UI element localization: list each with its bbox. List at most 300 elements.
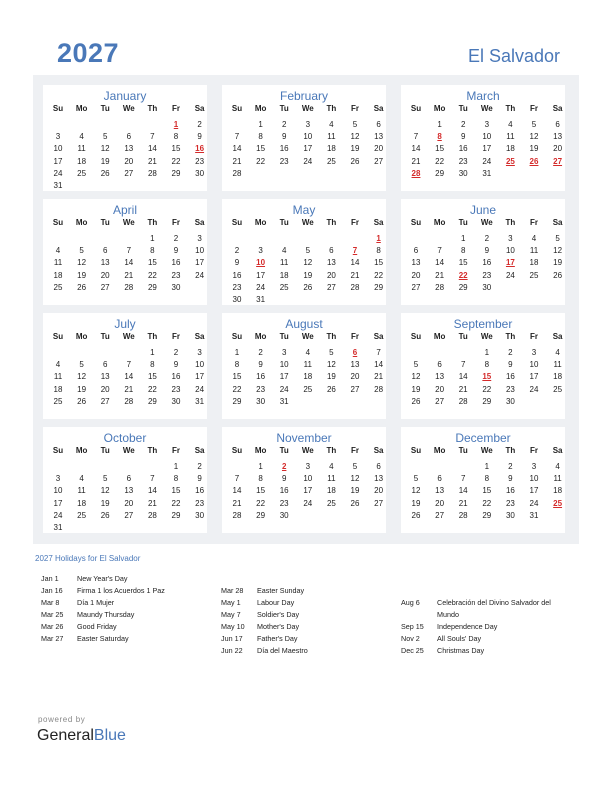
day-cell: 22 [232,384,242,394]
weekday-header: Th [505,332,516,341]
day-cell: 17 [529,372,539,382]
day-cell: 5 [305,246,311,256]
day-cell: 27 [100,396,110,406]
day-cell: 18 [77,498,87,508]
weekday-header: Su [52,104,64,113]
month-name: February [279,89,329,103]
day-cell: 1 [484,348,490,357]
holiday-name: Christmas Day [437,646,485,655]
holiday-day: 22 [458,270,468,280]
holiday-name: New Year's Day [77,574,128,583]
weekday-header: Fr [351,218,359,227]
day-cell: 8 [234,360,240,370]
day-cell: 11 [529,246,539,256]
powered-by-label: powered by [38,715,86,724]
day-cell: 18 [53,384,63,394]
day-cell: 28 [458,510,468,520]
day-cell: 10 [482,132,492,142]
day-cell: 1 [460,234,466,243]
day-cell: 19 [553,258,563,268]
country-title: El Salvador [467,46,560,66]
day-cell: 5 [102,474,108,484]
day-cell: 10 [529,474,539,484]
day-cell: 12 [100,144,110,154]
holiday-name: Día del Maestro [257,646,308,655]
holiday-day: 15 [482,372,492,382]
month-january [43,85,207,191]
holiday-date: Mar 26 [41,622,64,631]
day-cell: 11 [280,258,289,268]
day-cell: 27 [435,510,445,520]
day-cell: 23 [482,270,492,280]
day-cell: 16 [232,270,242,280]
weekday-header: Tu [279,332,289,341]
day-cell: 1 [258,120,263,129]
day-cell: 16 [279,144,289,154]
weekday-header: Tu [279,218,289,227]
day-cell: 2 [197,120,202,129]
day-cell: 24 [505,270,515,280]
holiday-name: All Souls' Day [437,634,482,643]
day-cell: 5 [79,246,84,256]
holiday-item [221,610,299,619]
day-cell: 12 [77,372,87,382]
day-cell: 10 [303,132,313,142]
day-cell: 30 [195,510,205,520]
day-cell: 24 [256,282,266,292]
day-cell: 17 [195,372,205,382]
day-cell: 20 [435,384,445,394]
day-cell: 8 [258,474,263,484]
day-cell: 3 [55,132,61,142]
day-cell: 10 [53,144,63,154]
day-cell: 27 [124,168,134,178]
day-cell: 18 [553,372,563,382]
day-cell: 31 [529,510,539,520]
day-cell: 29 [147,396,157,406]
day-cell: 9 [173,360,179,370]
month-name: October [103,431,147,445]
day-cell: 16 [505,486,515,496]
day-cell: 26 [100,168,110,178]
day-cell: 27 [100,282,110,292]
month-name: June [469,203,497,217]
day-cell: 4 [281,246,287,256]
day-cell: 13 [374,474,384,484]
weekday-header: Mo [433,104,446,113]
weekday-header: We [480,332,493,341]
day-cell: 2 [508,348,513,357]
day-cell: 8 [150,360,155,370]
day-cell: 7 [413,132,419,142]
weekday-header: We [480,446,493,455]
weekday-header: Su [52,446,64,455]
day-cell: 17 [529,486,539,496]
holiday-name: Firma 1 los Acuerdos 1 Paz [77,586,165,595]
holiday-item [401,622,497,631]
day-cell: 30 [458,168,468,178]
day-cell: 13 [411,258,421,268]
weekday-header: Th [505,446,516,455]
weekday-header: Fr [530,446,538,455]
day-cell: 7 [150,474,155,484]
weekday-header: Th [326,332,337,341]
day-cell: 22 [256,498,266,508]
day-cell: 12 [350,132,360,142]
weekday-header: Su [231,332,243,341]
weekday-header: Fr [530,332,538,341]
weekday-header: Fr [172,332,180,341]
weekday-header: Su [410,446,422,455]
day-cell: 6 [126,474,132,484]
weekday-header: Th [147,104,158,113]
day-cell: 6 [329,246,334,256]
day-cell: 4 [329,462,334,471]
weekday-header: Tu [100,332,110,341]
day-cell: 11 [303,360,312,370]
holiday-name: Celebración del Divino Salvador del [437,598,551,607]
weekday-header: We [122,446,135,455]
day-cell: 3 [197,348,202,357]
day-cell: 8 [150,246,155,256]
day-cell: 12 [411,486,421,496]
holiday-name: Mundo [437,610,459,619]
day-cell: 25 [553,384,563,394]
day-cell: 10 [529,360,539,370]
day-cell: 5 [531,120,537,129]
day-cell: 2 [258,348,263,357]
holiday-day: 7 [352,246,358,256]
day-cell: 29 [482,396,492,406]
day-cell: 6 [437,360,442,370]
day-cell: 28 [435,282,445,292]
day-cell: 20 [100,384,110,394]
weekday-header: Tu [458,218,468,227]
holiday-name: Easter Sunday [257,586,305,595]
day-cell: 19 [100,498,110,508]
day-cell: 11 [553,474,562,484]
day-cell: 19 [326,372,336,382]
weekday-header: Sa [373,218,384,227]
day-cell: 30 [171,282,181,292]
day-cell: 24 [303,498,313,508]
holiday-name: Mother's Day [257,622,300,631]
day-cell: 1 [150,348,155,357]
day-cell: 18 [553,486,563,496]
day-cell: 3 [305,462,311,471]
day-cell: 14 [232,486,242,496]
day-cell: 1 [437,120,442,129]
weekday-header: Mo [433,332,446,341]
day-cell: 8 [173,132,179,142]
day-cell: 13 [374,132,384,142]
day-cell: 23 [195,498,205,508]
day-cell: 4 [305,348,311,357]
day-cell: 4 [55,246,61,256]
day-cell: 28 [374,384,384,394]
day-cell: 26 [411,396,421,406]
day-cell: 21 [458,384,468,394]
day-cell: 13 [435,372,445,382]
day-cell: 13 [100,258,110,268]
day-cell: 12 [100,486,110,496]
weekday-header: Tu [458,446,468,455]
day-cell: 24 [53,510,63,520]
day-cell: 25 [77,168,87,178]
day-cell: 6 [437,474,442,484]
day-cell: 28 [350,282,360,292]
day-cell: 15 [171,486,181,496]
weekday-header: We [122,332,135,341]
day-cell: 23 [256,384,266,394]
day-cell: 22 [482,498,492,508]
weekday-header: Mo [254,104,267,113]
day-cell: 4 [531,234,537,243]
day-cell: 8 [258,132,263,142]
day-cell: 5 [413,474,419,484]
holiday-date: May 7 [221,610,241,619]
day-cell: 31 [279,396,289,406]
day-cell: 21 [232,498,242,508]
weekday-header: Fr [530,104,538,113]
day-cell: 2 [173,234,179,243]
holiday-date: Sep 15 [401,622,424,631]
holiday-item [401,598,551,607]
day-cell: 27 [350,384,360,394]
day-cell: 28 [147,510,157,520]
holiday-day: 27 [553,156,563,166]
day-cell: 9 [281,132,287,142]
holiday-day: 6 [352,348,358,357]
day-cell: 21 [374,372,384,382]
day-cell: 8 [484,360,490,370]
day-cell: 4 [55,360,61,370]
day-cell: 12 [553,246,563,256]
day-cell: 3 [508,234,513,243]
holiday-day: 1 [173,120,179,129]
brand-logo [37,727,126,745]
day-cell: 8 [173,474,179,484]
weekday-header: Fr [351,446,359,455]
day-cell: 27 [435,396,445,406]
day-cell: 18 [505,144,515,154]
day-cell: 12 [303,258,313,268]
day-cell: 24 [195,384,205,394]
day-cell: 13 [124,144,134,154]
holiday-date: Mar 25 [41,610,64,619]
day-cell: 4 [508,120,513,129]
holiday-day: 10 [256,258,266,268]
weekday-header: Sa [373,446,384,455]
weekday-header: Fr [530,218,538,227]
holiday-date: Mar 27 [41,634,64,643]
weekday-header: Sa [552,446,563,455]
month-name: March [466,89,500,103]
month-december [401,427,565,533]
day-cell: 22 [482,384,492,394]
holiday-day: 25 [505,156,515,166]
day-cell: 30 [505,396,515,406]
day-cell: 31 [53,523,63,532]
day-cell: 23 [279,156,289,166]
holiday-item [401,610,459,619]
day-cell: 10 [53,486,63,496]
day-cell: 11 [53,372,63,382]
month-july [43,313,207,419]
day-cell: 17 [256,270,266,280]
holiday-day: 8 [437,132,442,142]
weekday-header: Fr [172,446,180,455]
day-cell: 2 [197,462,202,471]
day-cell: 17 [303,486,313,496]
day-cell: 25 [326,498,336,508]
day-cell: 7 [460,360,466,370]
day-cell: 20 [435,498,445,508]
weekday-header: We [301,104,314,113]
day-cell: 24 [303,156,313,166]
weekday-header: Fr [351,104,359,113]
day-cell: 12 [529,132,539,142]
day-cell: 31 [195,396,205,406]
day-cell: 5 [413,360,419,370]
day-cell: 23 [458,156,468,166]
weekday-header: Su [231,446,243,455]
day-cell: 7 [150,132,155,142]
holiday-item [221,598,294,607]
brand-blue: Blue [93,727,126,744]
day-cell: 15 [256,144,266,154]
month-name: May [292,203,316,217]
day-cell: 26 [553,270,563,280]
day-cell: 17 [303,144,313,154]
holiday-date: Aug 6 [401,598,420,607]
day-cell: 3 [484,120,490,129]
holiday-name: Independence Day [437,622,498,631]
day-cell: 11 [327,474,336,484]
weekday-header: We [122,218,135,227]
day-cell: 16 [279,486,289,496]
day-cell: 24 [53,168,63,178]
day-cell: 27 [411,282,421,292]
day-cell: 15 [374,258,384,268]
weekday-header: Th [147,218,158,227]
weekday-header: Su [52,332,64,341]
day-cell: 21 [350,270,360,280]
weekday-header: Su [410,104,422,113]
day-cell: 7 [234,474,240,484]
day-cell: 19 [77,270,87,280]
month-october [43,427,207,533]
day-cell: 6 [555,120,560,129]
day-cell: 23 [279,498,289,508]
weekday-header: We [301,218,314,227]
day-cell: 10 [505,246,515,256]
day-cell: 20 [350,372,360,382]
day-cell: 7 [437,246,442,256]
weekday-header: Su [231,104,243,113]
day-cell: 31 [482,168,492,178]
holiday-day: 28 [411,168,421,178]
day-cell: 16 [256,372,266,382]
day-cell: 10 [195,246,205,256]
day-cell: 11 [327,132,336,142]
weekday-header: Th [147,446,158,455]
day-cell: 23 [171,270,181,280]
day-cell: 13 [124,486,134,496]
day-cell: 5 [352,462,358,471]
day-cell: 27 [326,282,336,292]
holiday-date: Nov 2 [401,634,420,643]
day-cell: 18 [53,270,63,280]
day-cell: 5 [79,360,84,370]
weekday-header: Tu [279,446,289,455]
month-august [222,313,386,419]
day-cell: 15 [435,144,445,154]
weekday-header: Tu [100,446,110,455]
day-cell: 14 [147,144,157,154]
month-name: August [285,317,323,331]
day-cell: 14 [124,258,134,268]
day-cell: 26 [303,282,313,292]
month-name: September [453,317,513,331]
holiday-item [401,646,484,655]
weekday-header: Su [410,218,422,227]
day-cell: 11 [506,132,515,142]
weekday-header: We [301,446,314,455]
day-cell: 21 [232,156,242,166]
day-cell: 30 [171,396,181,406]
weekday-header: Mo [254,218,267,227]
day-cell: 15 [256,486,266,496]
day-cell: 28 [147,168,157,178]
holiday-item [41,610,134,619]
day-cell: 14 [435,258,445,268]
day-cell: 29 [482,510,492,520]
holiday-day: 26 [529,156,539,166]
day-cell: 1 [258,462,263,471]
day-cell: 20 [374,144,384,154]
day-cell: 16 [171,258,181,268]
day-cell: 21 [147,156,157,166]
day-cell: 19 [350,144,360,154]
day-cell: 2 [281,120,287,129]
day-cell: 14 [124,372,134,382]
day-cell: 6 [102,246,108,256]
holiday-item [401,634,481,643]
weekday-header: We [122,104,135,113]
day-cell: 23 [505,498,515,508]
holiday-date: May 1 [221,598,241,607]
day-cell: 30 [195,168,205,178]
day-cell: 1 [173,462,179,471]
holiday-name: Father's Day [257,634,298,643]
day-cell: 14 [350,258,360,268]
day-cell: 2 [460,120,466,129]
day-cell: 26 [350,498,360,508]
day-cell: 14 [458,486,468,496]
month-name: July [114,317,136,331]
holiday-item [41,574,128,583]
weekday-header: Sa [373,104,384,113]
day-cell: 14 [458,372,468,382]
brand-general: General [37,727,94,744]
day-cell: 22 [147,384,157,394]
weekday-header: Th [326,104,337,113]
day-cell: 15 [482,486,492,496]
day-cell: 21 [458,498,468,508]
day-cell: 29 [374,282,384,292]
day-cell: 30 [232,295,242,304]
